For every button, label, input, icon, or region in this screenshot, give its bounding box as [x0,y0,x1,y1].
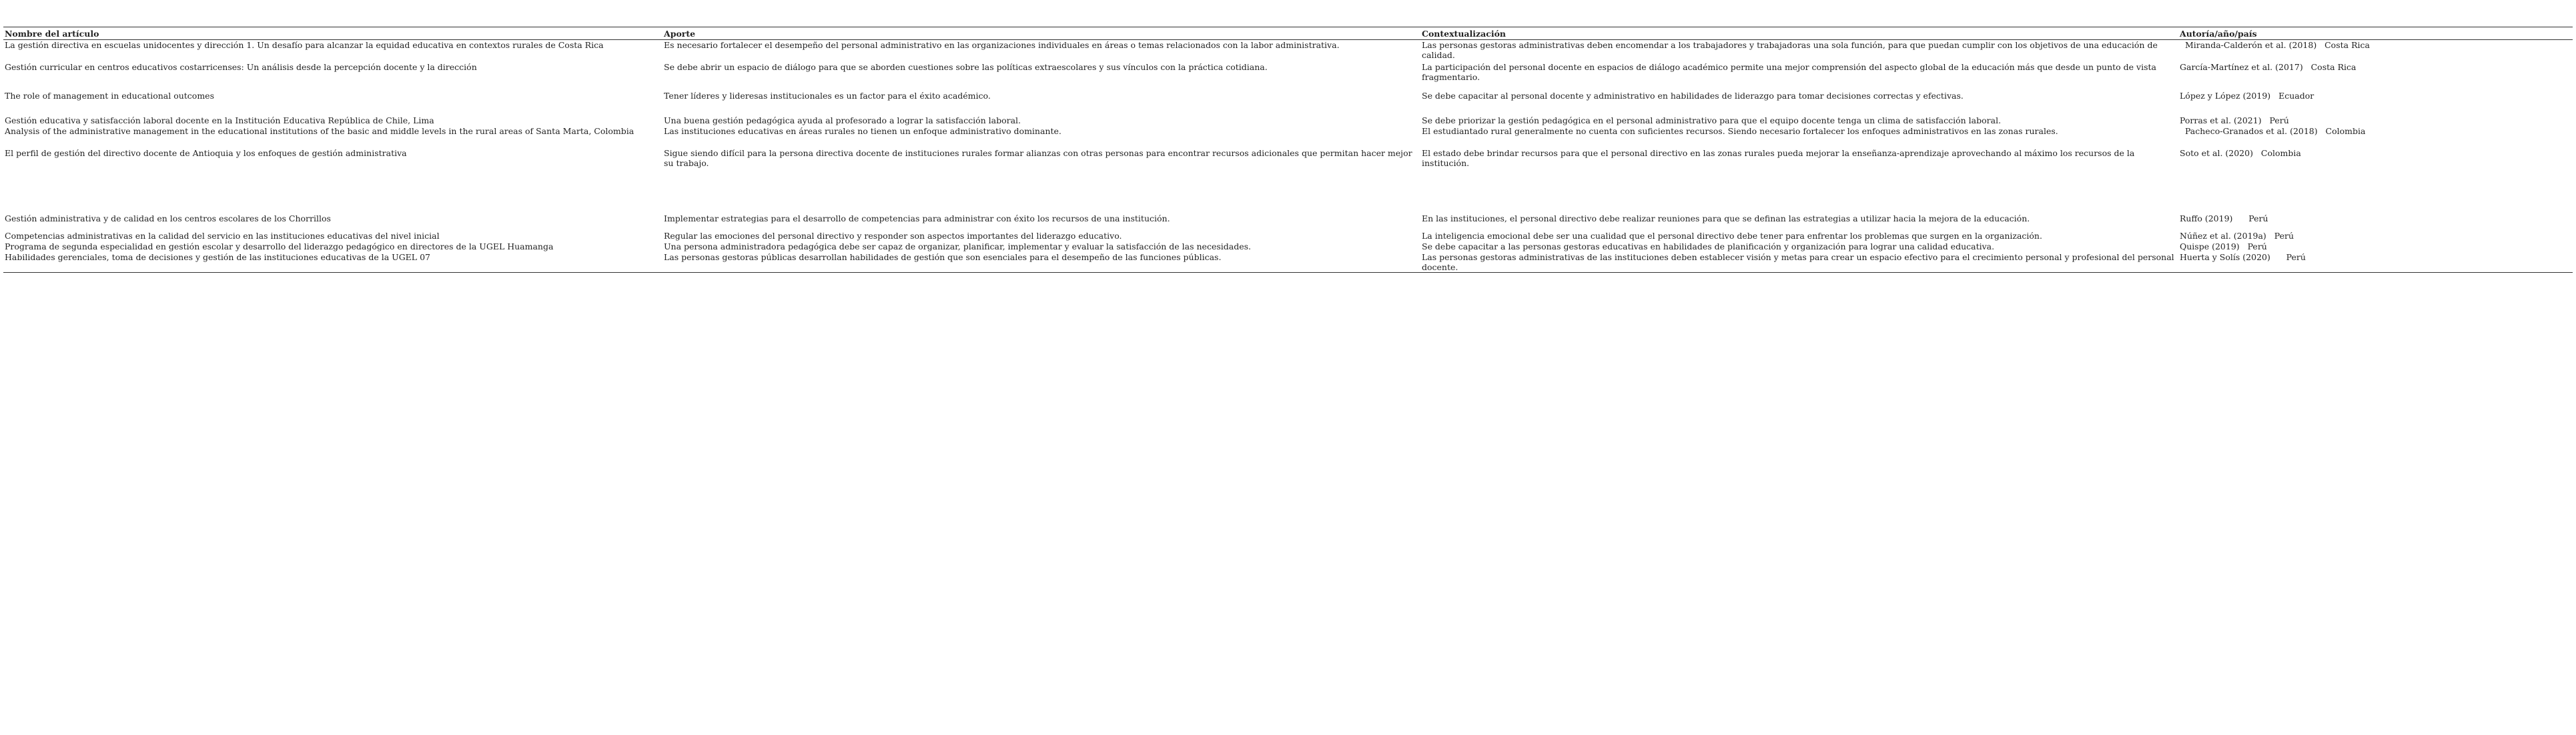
cell-aporte: Regular las emociones del personal directivo y responder son aspectos importantes del liderazgo educativo. [664,230,1122,241]
cell-contexto: Se debe capacitar al personal docente y administrativo en habilidades de liderazgo para tomar decisiones correctas y efectivas. [1422,90,1964,101]
cell-contexto: Las personas gestoras administrativas de las instituciones deben establecer visión y metas para crear un espacio efectivo para el crecimiento personal y profesional del personal docente. [1420,252,2178,273]
cell-aporte: Una buena gestión pedagógica ayuda al profesorado a lograr la satisfacción laboral. [664,115,1021,125]
cell-contexto: La participación del personal docente en espacios de diálogo académico permite una mejor comprensión del aspecto global de la educación más que desde un punto de vista fragmentario. [1422,61,2157,82]
cell-nombre: Competencias administrativas en la calidad del servicio en las instituciones educativas del nivel inicial [5,230,440,241]
cell-nombre: Gestión administrativa y de calidad en los centros escolares de los Chorrillos [5,213,331,223]
cell-nombre: Habilidades gerenciales, toma de decisiones y gestión de las instituciones educativas de la UGEL 07 [3,252,663,273]
table-row [3,40,2573,62]
table-row [3,91,2573,115]
cell-autoria: Soto et al. (2020) Colombia [2180,147,2301,158]
header-aporte: Aporte [663,27,1420,40]
header-contexto: Contextualización [1420,27,2178,40]
cell-contexto: Se debe capacitar a las personas gestoras educativas en habilidades de planificación y organización para lograr una calidad educativa. [1422,241,1995,251]
header-row [3,27,2573,40]
cell-autoria: López y López (2019) Ecuador [2180,90,2314,101]
table-row [3,115,2573,126]
cell-autoria: Pacheco-Granados et al. (2018) Colombia [2180,125,2366,136]
table-row [3,252,2573,273]
cell-aporte: Las instituciones educativas en áreas rurales no tienen un enfoque administrativo dominante. [664,125,1061,136]
cell-nombre: El perfil de gestión del directivo docente de Antioquia y los enfoques de gestión administrativa [5,147,407,158]
cell-aporte: Implementar estrategias para el desarrollo de competencias para administrar con éxito los recursos de una institución. [664,213,1170,223]
cell-nombre: La gestión directiva en escuelas unidocentes y dirección 1. Un desafío para alcanzar la equidad educativa en contextos rurales de Costa Rica [5,40,604,50]
cell-contexto: El estudiantado rural generalmente no cuenta con suficientes recursos. Siendo necesario fortalecer los enfoques administrativos en las zonas rurales. [1422,125,2058,136]
cell-contexto: La inteligencia emocional debe ser una cualidad que el personal directivo debe tener para enfrentar los problemas que surgen en la organización. [1422,230,2042,241]
table-row [3,126,2573,148]
header-nombre: Nombre del artículo [3,27,663,40]
articles-table-container [3,27,2573,273]
cell-autoria: García-Martínez et al. (2017) Costa Rica [2180,61,2356,72]
cell-nombre: Analysis of the administrative management in the educational institutions of the basic and middle levels in the rural areas of Santa Marta, Colombia [5,125,634,136]
cell-aporte: Sigue siendo difícil para la persona directiva docente de instituciones rurales formar alianzas con otras personas para encontrar recursos adicionales que permitan hacer mejor su trabajo. [664,147,1412,168]
cell-contexto: Se debe priorizar la gestión pedagógica en el personal administrativo para que el equipo docente tenga un clima de satisfacción laboral. [1422,115,2002,125]
cell-aporte: Las personas gestoras públicas desarrollan habilidades de gestión que son esenciales para el desempeño de las funciones públicas. [663,252,1420,273]
cell-autoria: Núñez et al. (2019a) Perú [2180,230,2294,241]
table-row [3,62,2573,91]
cell-contexto: En las instituciones, el personal directivo debe realizar reuniones para que se definan las estrategias a utilizar hacia la mejora de la educación. [1422,213,2030,223]
table-body [3,40,2573,273]
header-autoria: Autoría/año/país [2178,27,2573,40]
cell-autoria: Ruffo (2019) Perú [2180,213,2268,223]
cell-nombre: The role of management in educational outcomes [5,90,214,101]
table-row [3,148,2573,213]
cell-autoria: Quispe (2019) Perú [2180,241,2267,251]
cell-nombre: Gestión educativa y satisfacción laboral docente en la Institución Educativa República de Chile, Lima [5,115,434,125]
cell-nombre: Programa de segunda especialidad en gestión escolar y desarrollo del liderazgo pedagógico en directores de la UGEL Huamanga [5,241,554,251]
cell-aporte: Se debe abrir un espacio de diálogo para que se aborden cuestiones sobre las políticas extraescolares y sus vínculos con la práctica cotidiana. [664,61,1268,72]
cell-aporte: Es necesario fortalecer el desempeño del personal administrativo en las organizaciones individuales en áreas o temas relacionados con la labor administrativa. [664,40,1340,50]
cell-contexto: El estado debe brindar recursos para que el personal directivo en las zonas rurales pueda mejorar la enseñanza-aprendizaje aprovechando al máximo los recursos de la institución. [1422,147,2135,168]
cell-contexto: Las personas gestoras administrativas deben encomendar a los trabajadores y trabajadoras una sola función, para que puedan cumplir con los objetivos de una educación de calidad. [1422,40,2158,60]
table-row [3,241,2573,252]
table-header [3,27,2573,40]
cell-autoria: Porras et al. (2021) Perú [2180,115,2289,125]
cell-autoria: Huerta y Solís (2020) Perú [2178,252,2573,273]
cell-aporte: Una persona administradora pedagógica debe ser capaz de organizar, planificar, implementar y evaluar la satisfacción de las necesidades. [664,241,1251,251]
table-row [3,231,2573,241]
cell-nombre: Gestión curricular en centros educativos costarricenses: Un análisis desde la percepción docente y la dirección [5,61,477,72]
table-row [3,213,2573,231]
cell-autoria: Miranda-Calderón et al. (2018) Costa Rica [2180,40,2370,50]
articles-table [3,27,2573,273]
cell-aporte: Tener líderes y lideresas institucionales es un factor para el éxito académico. [664,90,991,101]
